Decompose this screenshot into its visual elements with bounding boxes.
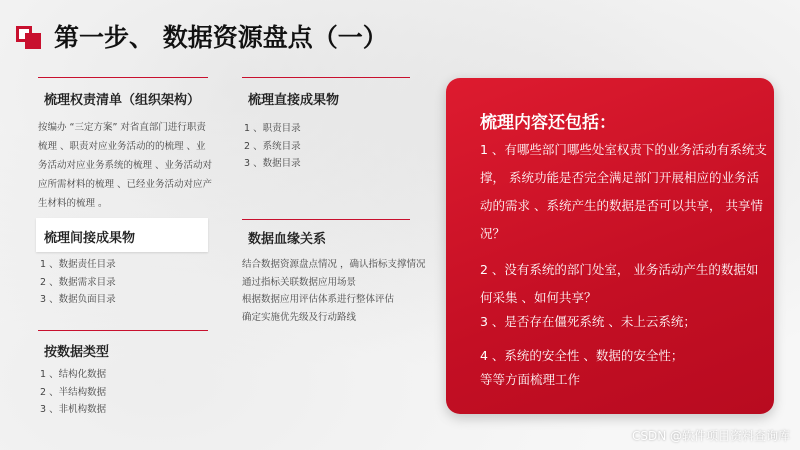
section-title-by-type: 按数据类型	[44, 345, 110, 360]
title-squares-icon	[16, 26, 46, 48]
section-title-indirect-results: 梳理间接成果物	[44, 231, 136, 246]
list-item: 2 、系统目录	[244, 140, 301, 152]
card-title: 梳理内容还包括：	[480, 113, 616, 133]
card-paragraph-5: 等等方面梳理工作	[480, 372, 581, 387]
list-item: 2 、数据需求目录	[40, 276, 116, 288]
section-title-lineage: 数据血缘关系	[248, 232, 327, 247]
divider	[38, 330, 208, 331]
list-item: 根据数据应用评估体系进行整体评估	[242, 294, 395, 305]
list-item: 结合数据资源盘点情况 ，确认指标支撑情况	[242, 259, 426, 270]
list-item: 1 、数据责任目录	[40, 259, 116, 270]
divider	[38, 77, 208, 78]
section-title-direct-results: 梳理直接成果物	[248, 93, 340, 108]
summary-card	[446, 78, 774, 414]
lineage-list	[242, 256, 426, 326]
section-title-rights-list: 梳理权责清单（组织架构）	[44, 93, 201, 108]
list-item: 1 、结构化数据	[40, 369, 107, 380]
list-item: 3 、数据负面目录	[40, 294, 116, 305]
rights-list-body: 按编办 “三定方案” 对省直部门进行职责梳理 、职责对应业务活动的的梳理 、业务活动对应业务系统的梳理 、业务活动对应所需材料的梳理 、已经业务活动对应产生材料的梳理 。	[38, 122, 213, 209]
card-paragraph-1: 1 、有哪些部门哪些处室权责下的业务活动有系统支撑， 系统功能是否完全满足部门开展相应的业务活动的需求 、系统产生的数据是否可以共享， 共享情况？	[480, 142, 767, 241]
list-item: 确定实施优先级及行动路线	[242, 311, 357, 323]
card-paragraph-2: 2 、没有系统的部门处室， 业务活动产生的数据如何采集 、如何共享？	[480, 262, 759, 305]
watermark: CSDN @软件项目资料查询库	[631, 429, 790, 443]
page-title: 第一步、 数据资源盘点（一）	[54, 23, 388, 52]
card-paragraph-3: 3 、是否存在僵死系统 、未上云系统；	[480, 314, 696, 329]
indirect-results-list	[40, 256, 116, 309]
by-type-list	[40, 366, 106, 419]
list-item: 1 、职责目录	[244, 123, 301, 134]
list-item: 通过指标关联数据应用场景	[242, 276, 357, 288]
list-item: 2 、半结构数据	[40, 386, 107, 398]
divider	[242, 77, 410, 78]
card-paragraph-4: 4 、系统的安全性 、数据的安全性；	[480, 348, 684, 363]
list-item: 3 、非机构数据	[40, 404, 107, 415]
divider	[242, 219, 410, 220]
direct-results-list	[244, 120, 301, 173]
list-item: 3 、数据目录	[244, 158, 301, 169]
